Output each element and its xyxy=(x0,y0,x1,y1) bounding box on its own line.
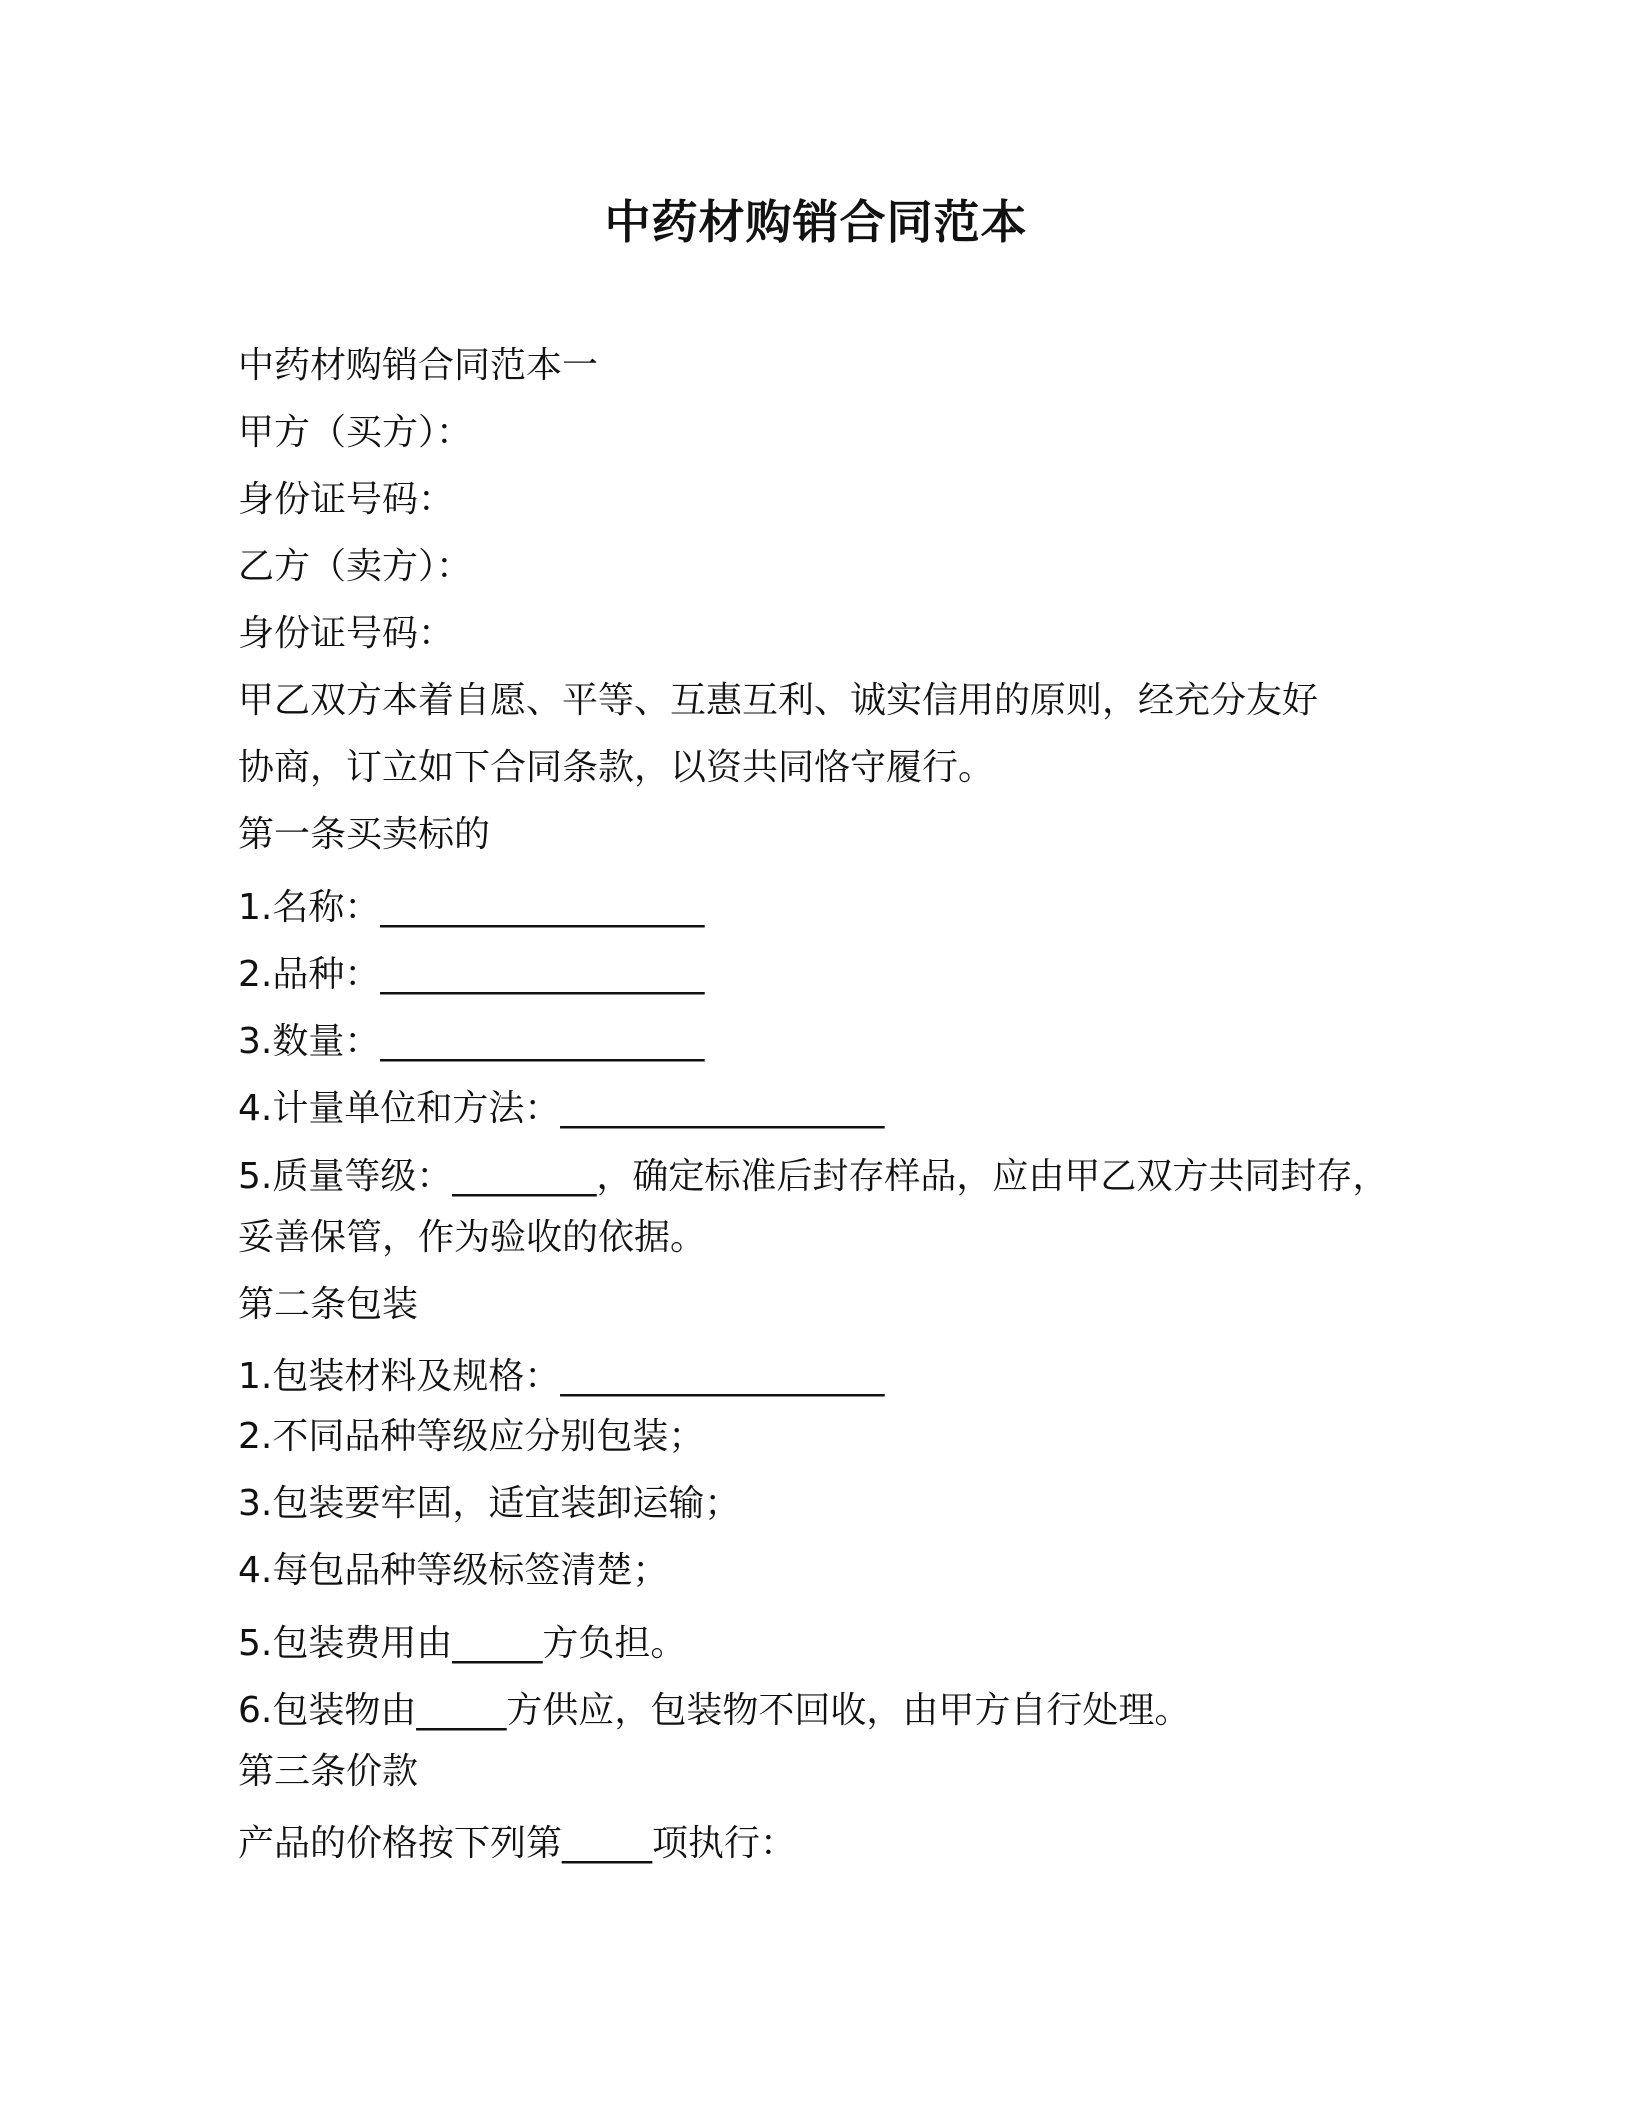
preamble-line-1: 甲乙双方本着自愿、平等、互惠互利、诚实信用的原则，经充分友好 xyxy=(238,680,1319,721)
article-2-item-cost: 5.包装费用由_____方负担。 xyxy=(238,1623,687,1664)
article-1-item-unit: 4.计量单位和方法：__________________ xyxy=(238,1088,885,1129)
article-3-price-clause: 产品的价格按下列第_____项执行： xyxy=(238,1823,797,1864)
article-1-item-variety: 2.品种：__________________ xyxy=(238,954,705,995)
party-b-label: 乙方（卖方）： xyxy=(238,546,473,587)
page-title: 中药材购销合同范本 xyxy=(604,195,1028,249)
party-b-id-label: 身份证号码： xyxy=(238,613,455,654)
article-1-item-quality-cont: 妥善保管，作为验收的依据。 xyxy=(238,1217,707,1258)
preamble-line-2: 协商，订立如下合同条款，以资共同恪守履行。 xyxy=(238,747,995,788)
article-1-item-quality: 5.质量等级：________，确定标准后封存样品，应由甲乙双方共同封存， xyxy=(238,1156,1389,1197)
article-2-item-separate: 2.不同品种等级应分别包装； xyxy=(238,1416,705,1457)
article-2-heading: 第二条包装 xyxy=(238,1284,419,1325)
party-a-label: 甲方（买方）： xyxy=(238,412,473,453)
section-heading: 中药材购销合同范本一 xyxy=(238,345,599,386)
article-2-item-material: 1.包装材料及规格：__________________ xyxy=(238,1356,885,1397)
article-1-item-quantity: 3.数量：__________________ xyxy=(238,1021,705,1062)
article-2-item-sturdy: 3.包装要牢固，适宜装卸运输； xyxy=(238,1483,741,1524)
article-1-heading: 第一条买卖标的 xyxy=(238,814,491,855)
article-1-item-name: 1.名称：__________________ xyxy=(238,887,705,928)
article-2-item-supply: 6.包装物由_____方供应，包装物不回收，由甲方自行处理。 xyxy=(238,1690,1191,1731)
party-a-id-label: 身份证号码： xyxy=(238,479,455,520)
article-3-heading: 第三条价款 xyxy=(238,1751,419,1792)
article-2-item-labels: 4.每包品种等级标签清楚； xyxy=(238,1550,669,1591)
